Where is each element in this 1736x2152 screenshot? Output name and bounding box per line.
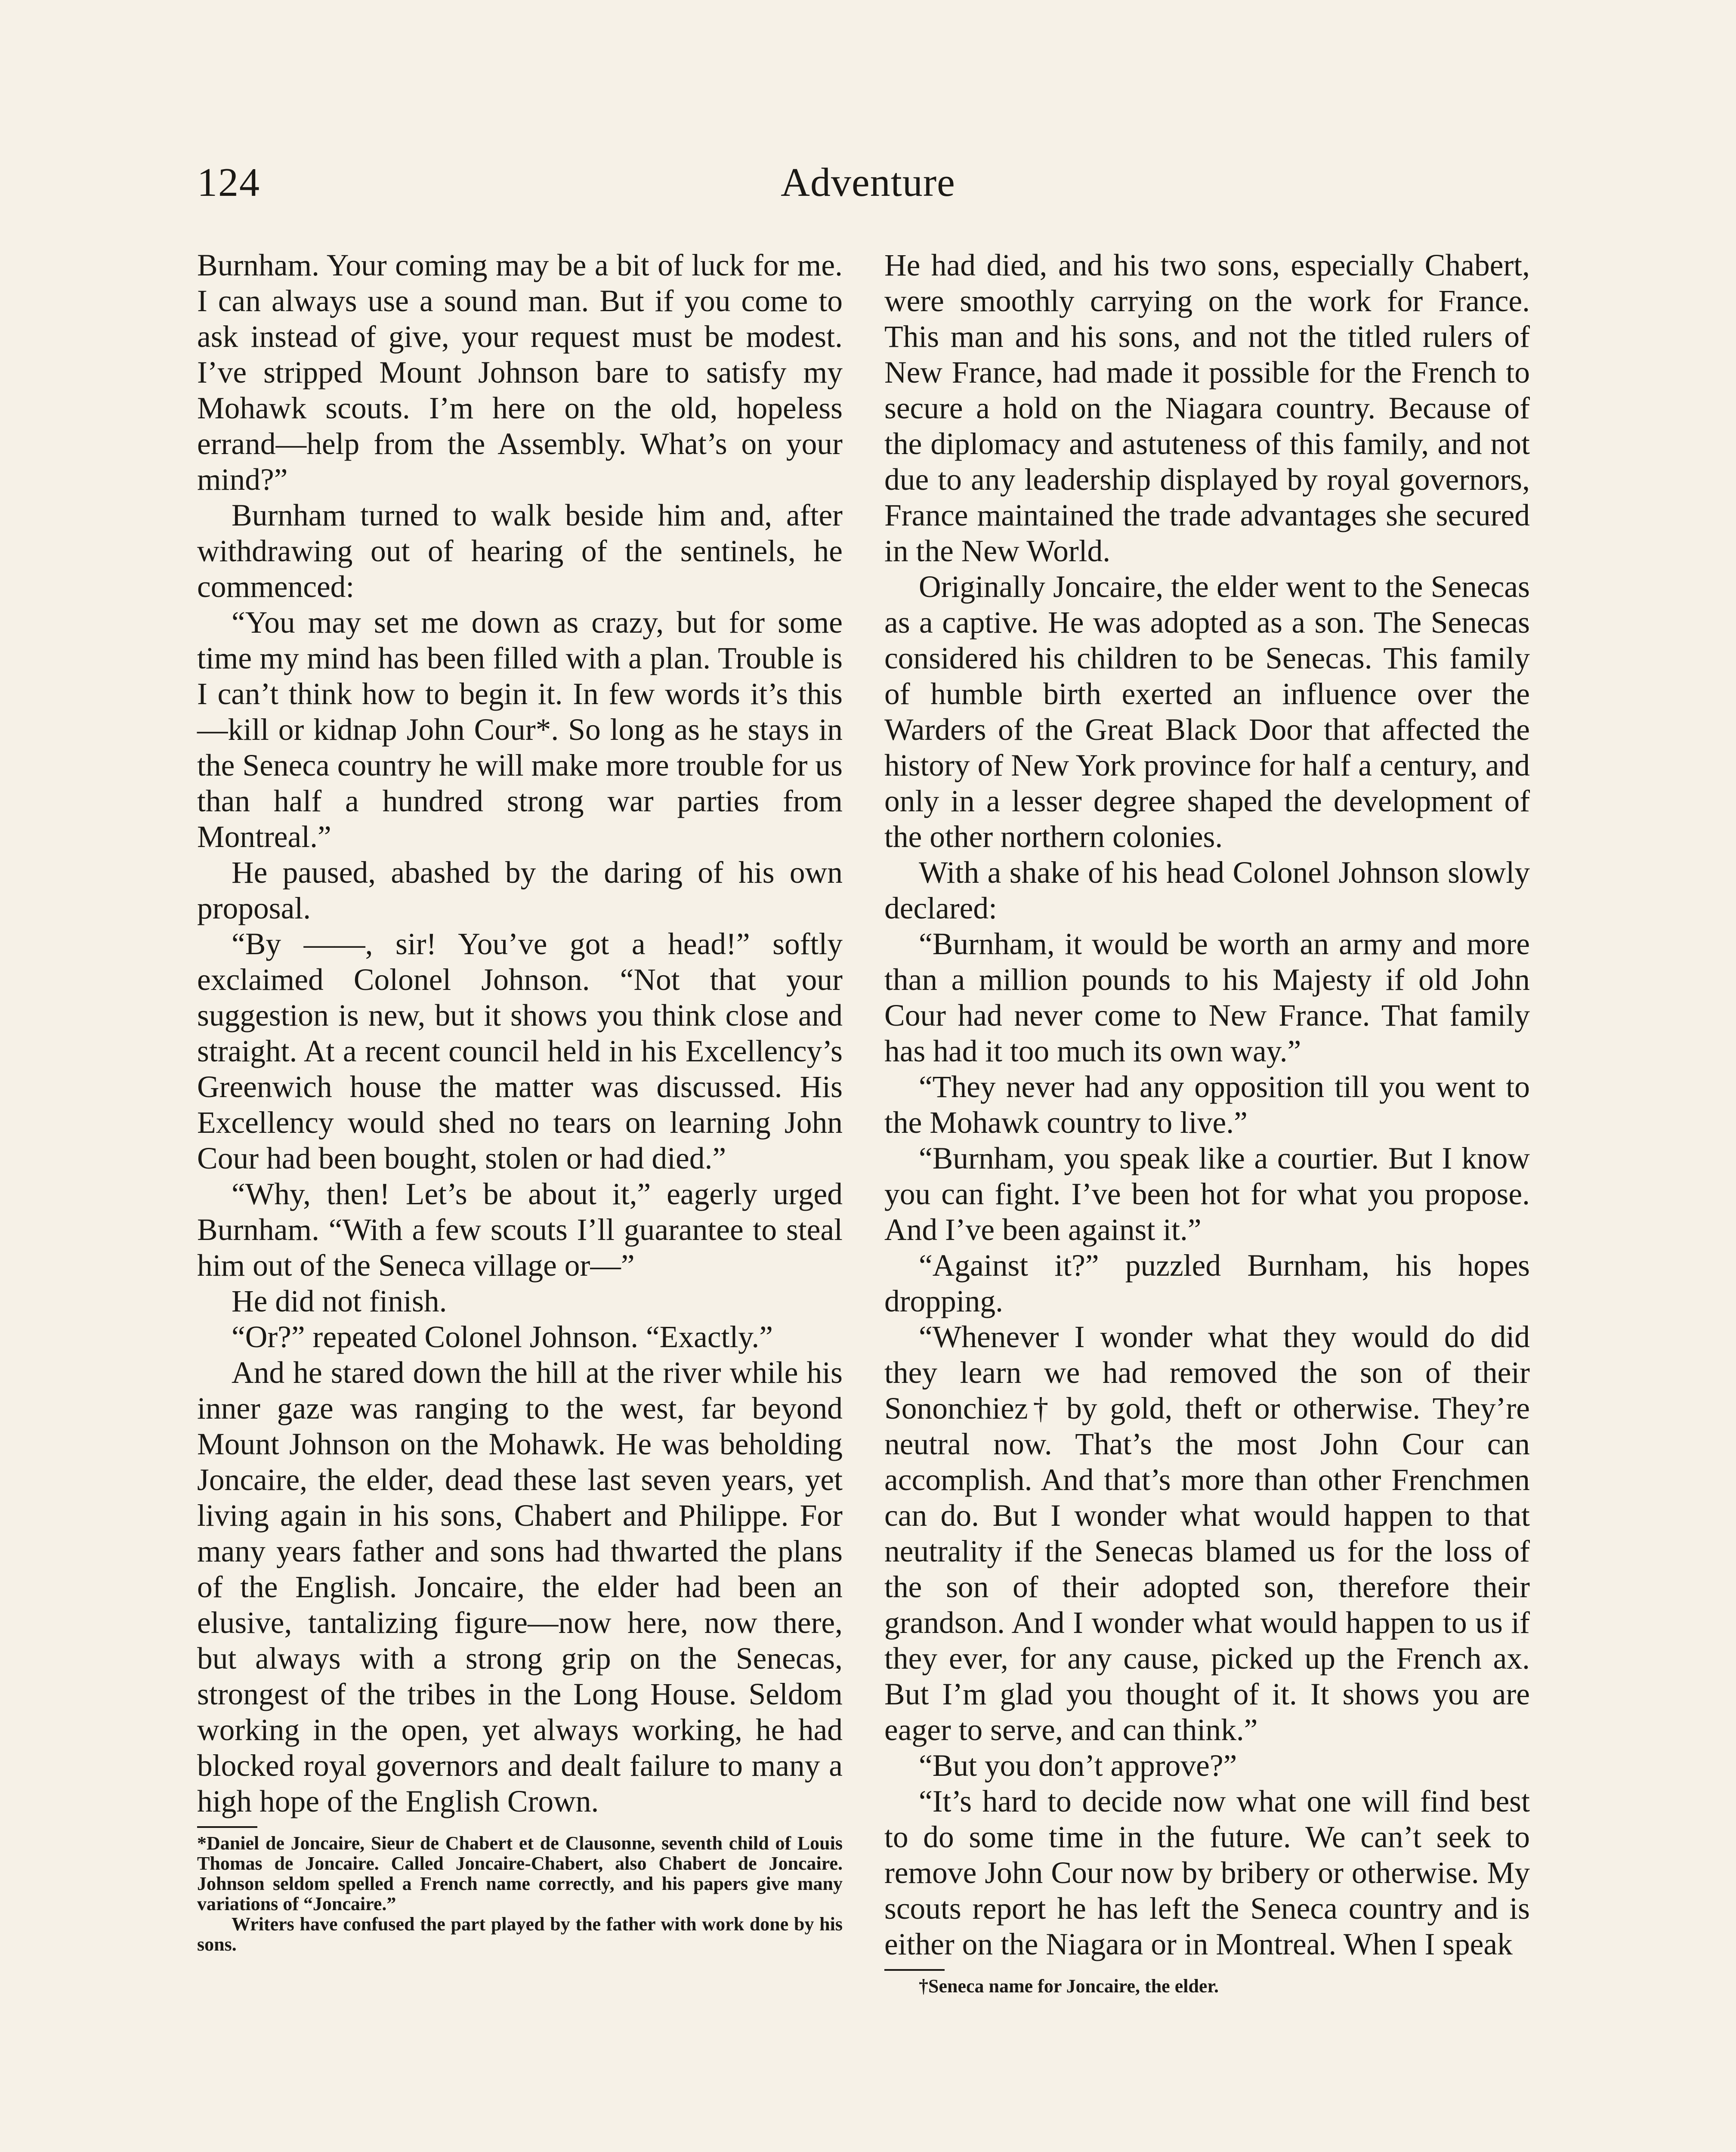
paragraph: He did not finish. — [232, 1284, 447, 1318]
paragraph: “Or?” repeated Colonel Johnson. “Exactly.” — [232, 1320, 773, 1354]
footnote-divider — [197, 1826, 257, 1828]
paragraph: “Against it?” puzzled Burnham, his hopes dropping. — [884, 1249, 1530, 1318]
paragraph: “Burnham, it would be worth an army and more than a million pounds to his Majesty if old John Cour had never come to New France. That family has had it too much its own way.” — [884, 927, 1530, 1068]
footnote: Writers have confused the part played by the father with work done by his sons. — [197, 1914, 843, 1955]
right-column — [884, 247, 1530, 1996]
paragraph: “But you don’t approve?” — [919, 1749, 1237, 1783]
paragraph: “It’s hard to decide now what one will find best to do some time in the future. We can’t seek to remove John Cour now by bribery or otherwise. My scouts report he has left the Seneca country and is either on the Niagara or in Montreal. When I speak — [884, 1784, 1530, 1961]
paragraph: Burnham. Your coming may be a bit of luck for me. I can always use a sound man. But if you come to ask instead of give, your request must be modest. I’ve stripped Mount Johnson bare to satisfy my Mohawk scouts. I’m here on the old, hopeless errand—help from the Assembly. What’s on your mind?” — [197, 248, 843, 497]
page-number: 124 — [197, 160, 260, 205]
paragraph: He paused, abashed by the daring of his own proposal. — [197, 856, 843, 925]
paragraph: With a shake of his head Colonel Johnson slowly declared: — [884, 856, 1530, 925]
paragraph: Burnham turned to walk beside him and, after withdrawing out of hearing of the sentinels, he commenced: — [197, 498, 843, 604]
paragraph: “Burnham, you speak like a courtier. But I know you can fight. I’ve been hot for what you propose. And I’ve been against it.” — [884, 1141, 1530, 1247]
footnote: †Seneca name for Joncaire, the elder. — [919, 1976, 1219, 1997]
paragraph: Originally Joncaire, the elder went to the Senecas as a captive. He was adopted as a son. The Senecas considered his children to be Senecas. This family of humble birth exerted an influence over the Warders of the Great Black Door that affected the history of New York province for half a century, and only in a lesser degree shaped the development of the other northern colonies. — [884, 570, 1530, 854]
footnote-divider — [884, 1969, 945, 1971]
paragraph: “You may set me down as crazy, but for some time my mind has been filled with a plan. Trouble is I can’t think how to begin it. In few words it’s this—kill or kidnap John Cour*. So long as he stays in the Seneca country he will make more trouble for us than half a hundred strong war parties from Montreal.” — [197, 606, 843, 854]
paragraph: “By ——, sir! You’ve got a head!” softly exclaimed Colonel Johnson. “Not that your suggestion is new, but it shows you think close and straight. At a recent council held in his Excellency’s Greenwich house the matter was discussed. His Excellency would shed no tears on learning John Cour had been bought, stolen or had died.” — [197, 927, 843, 1175]
paragraph: “They never had any opposition till you went to the Mohawk country to live.” — [884, 1070, 1530, 1140]
footnote: *Daniel de Joncaire, Sieur de Chabert et de Clausonne, seventh child of Louis Thomas de Joncaire. Called Joncaire-Chabert, also Chabert de Joncaire. Johnson seldom spelled a French name correctly, and his papers give many variations of “Joncaire.” — [197, 1833, 843, 1914]
paragraph: “Whenever I wonder what they would do did they learn we had removed the son of their Sononchiez† by gold, theft or otherwise. They’re neutral now. That’s the most John Cour can accomplish. And that’s more than other Frenchmen can do. But I wonder what would happen to that neutrality if the Senecas blamed us for the loss of the son of their adopted son, therefore their grandson. And I wonder what would happen to us if they ever, for any cause, picked up the French ax. But I’m glad you thought of it. It shows you are eager to serve, and can think.” — [884, 1320, 1530, 1747]
running-title: Adventure — [781, 160, 955, 205]
paragraph: And he stared down the hill at the river while his inner gaze was ranging to the west, far beyond Mount Johnson on the Mohawk. He was beholding Joncaire, the elder, dead these last seven years, yet living again in his sons, Chabert and Philippe. For many years father and sons had thwarted the plans of the English. Joncaire, the elder had been an elusive, tantalizing figure—now here, now there, but always with a strong grip on the Senecas, strongest of the tribes in the Long House. Seldom working in the open, yet always working, he had blocked royal governors and dealt failure to many a high hope of the English Crown. — [197, 1356, 843, 1818]
left-column — [197, 247, 843, 1954]
paragraph: He had died, and his two sons, especially Chabert, were smoothly carrying on the work for France. This man and his sons, and not the titled rulers of New France, had made it possible for the French to secure a hold on the Niagara country. Because of the diplomacy and astuteness of this family, and not due to any leadership displayed by royal governors, France maintained the trade advantages she secured in the New World. — [884, 248, 1530, 568]
page-header — [197, 159, 1539, 211]
paragraph: “Why, then! Let’s be about it,” eagerly urged Burnham. “With a few scouts I’ll guarantee to steal him out of the Seneca village or—” — [197, 1177, 843, 1283]
